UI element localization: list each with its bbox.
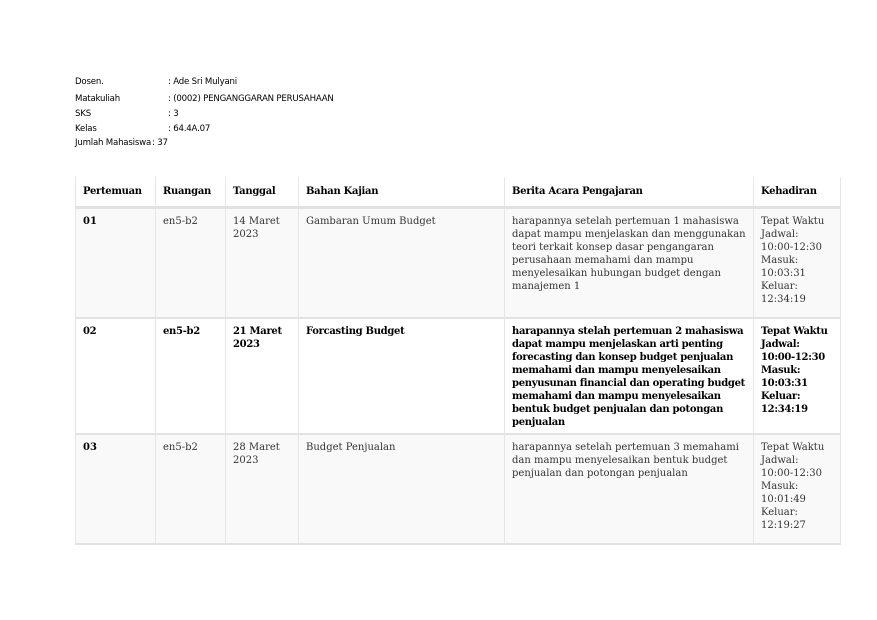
col-header-berita-acara: Berita Acara Pengajaran bbox=[505, 177, 754, 208]
col-header-pertemuan: Pertemuan bbox=[76, 177, 156, 208]
jumlah-row bbox=[75, 136, 168, 151]
cell-bahan-kajian: Budget Penjualan bbox=[299, 434, 505, 544]
cell-ruangan: en5-b2 bbox=[156, 208, 226, 319]
cell-pertemuan: 02 bbox=[76, 318, 156, 434]
col-header-tanggal: Tanggal bbox=[226, 177, 299, 208]
table-row bbox=[76, 434, 841, 544]
sks-label: SKS bbox=[75, 109, 91, 119]
attendance-jadwal-value: 10:00-12:30 bbox=[761, 352, 825, 363]
attendance-keluar-label: Keluar: bbox=[761, 507, 798, 518]
dosen-value: : Ade Sri Mulyani bbox=[168, 77, 237, 87]
attendance-keluar-value: 12:34:19 bbox=[761, 294, 806, 305]
cell-bahan-kajian: Forcasting Budget bbox=[299, 318, 505, 434]
attendance-masuk-label: Masuk: bbox=[761, 481, 799, 492]
jumlah-value: : 37 bbox=[152, 138, 168, 148]
matakuliah-label: Matakuliah bbox=[75, 93, 120, 104]
cell-pertemuan: 01 bbox=[76, 208, 156, 319]
col-header-bahan-kajian: Bahan Kajian bbox=[299, 177, 505, 208]
attendance-masuk-value: 10:03:31 bbox=[761, 378, 808, 389]
cell-tanggal: 21 Maret 2023 bbox=[226, 318, 299, 434]
dosen-row bbox=[75, 74, 237, 91]
cell-tanggal: 14 Maret 2023 bbox=[226, 208, 299, 319]
matakuliah-value: : (0002) PENGANGGARAN PERUSAHAAN bbox=[168, 93, 334, 104]
cell-berita-acara: harapannya stelah pertemuan 2 mahasiswa dapat mampu menjelaskan arti penting forecasting dan konsep budget penjualan memahami dan mampu menyelesaikan penyusunan financial dan operating budget memahami dan mampu menyelesaikan bentuk budget penjualan dan potongan penjualan bbox=[505, 318, 754, 434]
attendance-keluar-label: Keluar: bbox=[761, 281, 798, 292]
kelas-value: : 64.4A.07 bbox=[168, 123, 211, 134]
kelas-label: Kelas bbox=[75, 123, 97, 134]
attendance-masuk-label: Masuk: bbox=[761, 365, 801, 376]
jumlah-label: Jumlah Mahasiswa bbox=[75, 138, 152, 148]
table-header-row bbox=[76, 177, 841, 208]
attendance-jadwal-label: Jadwal: bbox=[761, 455, 799, 466]
cell-bahan-kajian: Gambaran Umum Budget bbox=[299, 208, 505, 319]
cell-kehadiran bbox=[754, 434, 841, 544]
col-header-ruangan: Ruangan bbox=[156, 177, 226, 208]
sks-value: : 3 bbox=[168, 109, 179, 119]
cell-berita-acara: harapannya setelah pertemuan 3 memahami dan mampu menyelesaikan bentuk budget penjualan dan potongan penjualan bbox=[505, 434, 754, 544]
attendance-status: Tepat Waktu bbox=[761, 326, 828, 337]
course-info bbox=[75, 74, 334, 151]
attendance-status: Tepat Waktu bbox=[761, 216, 825, 227]
col-header-kehadiran: Kehadiran bbox=[754, 177, 841, 208]
attendance-keluar-value: 12:19:27 bbox=[761, 520, 806, 531]
attendance-jadwal-value: 10:00-12:30 bbox=[761, 468, 823, 479]
table-row bbox=[76, 318, 841, 434]
cell-ruangan: en5-b2 bbox=[156, 434, 226, 544]
attendance-masuk-value: 10:03:31 bbox=[761, 268, 806, 279]
cell-berita-acara: harapannya setelah pertemuan 1 mahasiswa dapat mampu menjelaskan dan menggunakan teori terkait konsep dasar pengangaran perusahaan memahami dan mampu menyelesaikan hubungan budget dengan manajemen 1 bbox=[505, 208, 754, 319]
attendance-status: Tepat Waktu bbox=[761, 442, 825, 453]
dosen-label: Dosen. bbox=[75, 77, 104, 87]
berita-acara-table bbox=[75, 177, 841, 545]
attendance-jadwal-label: Jadwal: bbox=[761, 339, 800, 350]
cell-tanggal: 28 Maret 2023 bbox=[226, 434, 299, 544]
sks-row bbox=[75, 107, 179, 122]
attendance-keluar-label: Keluar: bbox=[761, 391, 801, 402]
cell-kehadiran bbox=[754, 318, 841, 434]
kelas-row bbox=[75, 122, 211, 137]
cell-kehadiran bbox=[754, 208, 841, 319]
cell-ruangan: en5-b2 bbox=[156, 318, 226, 434]
table-row bbox=[76, 208, 841, 319]
matakuliah-row bbox=[75, 91, 334, 108]
attendance-keluar-value: 12:34:19 bbox=[761, 404, 808, 415]
attendance-masuk-value: 10:01:49 bbox=[761, 494, 806, 505]
attendance-jadwal-value: 10:00-12:30 bbox=[761, 242, 823, 253]
attendance-masuk-label: Masuk: bbox=[761, 255, 799, 266]
cell-pertemuan: 03 bbox=[76, 434, 156, 544]
attendance-jadwal-label: Jadwal: bbox=[761, 229, 799, 240]
